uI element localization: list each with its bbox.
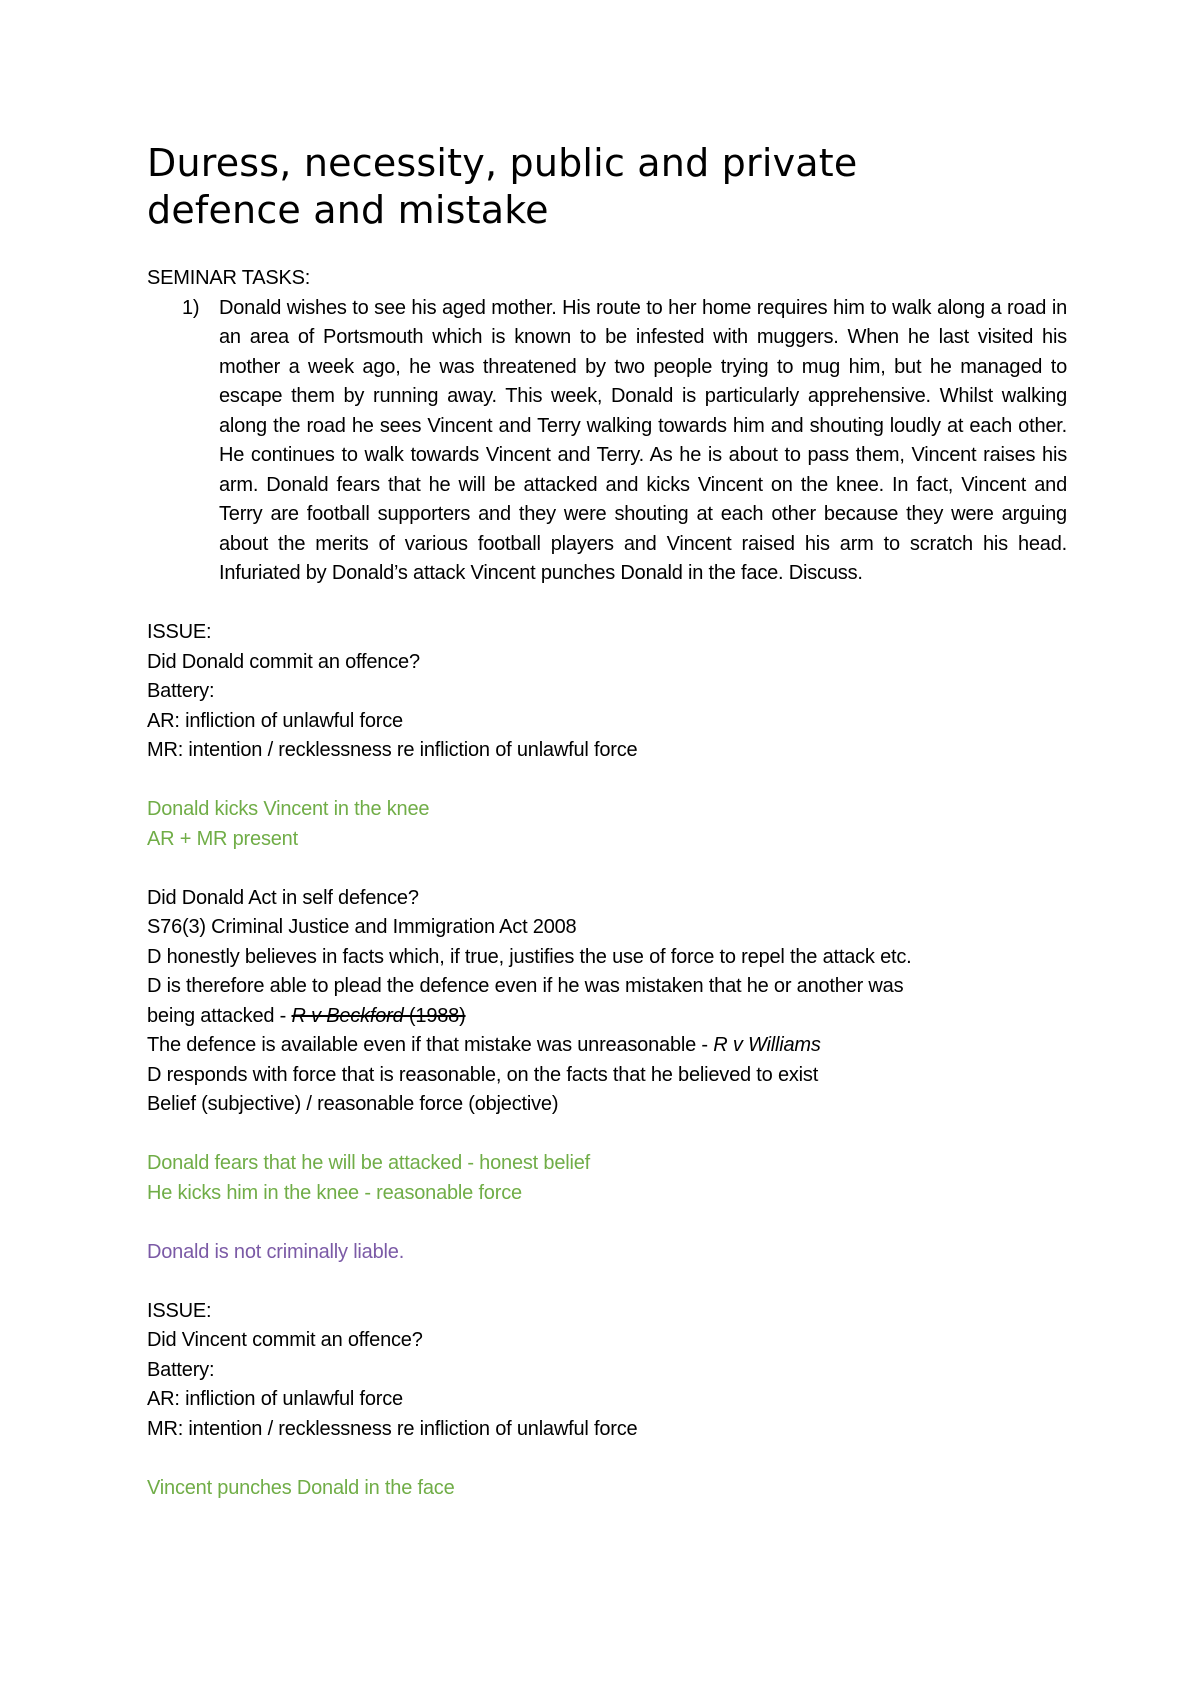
defence-analysis-2: He kicks him in the knee - reasonable force — [147, 1181, 522, 1204]
title-line-2: defence and mistake — [147, 188, 549, 232]
case-beckford-year: (1988) — [403, 1004, 466, 1027]
defence-conclusion: Donald is not criminally liable. — [147, 1240, 405, 1263]
defence-point-4-text: The defence is available even if that mistake was unreasonable - — [147, 1034, 714, 1056]
defence-question: Did Donald Act in self defence? — [147, 886, 419, 909]
spacer — [147, 854, 1067, 884]
spacer — [147, 1120, 1067, 1150]
defence-point-6: Belief (subjective) / reasonable force (objective) — [147, 1093, 559, 1115]
issue1-ar: AR: infliction of unlawful force — [147, 709, 403, 732]
defence-point-3-text: being attacked - — [147, 1004, 292, 1027]
title-line-1: Duress, necessity, public and private — [147, 141, 858, 185]
defence-point-5: D responds with force that is reasonable, on the facts that he believed to exist — [147, 1063, 819, 1086]
defence-point-4 — [147, 1031, 1067, 1061]
seminar-heading: SEMINAR TASKS: — [147, 267, 311, 289]
defence-point-3 — [147, 1002, 1067, 1032]
case-beckford: R v Beckford — [291, 1004, 404, 1027]
spacer — [147, 1444, 1067, 1474]
document-body — [147, 264, 1067, 1503]
defence-point-2: D is therefore able to plead the defence even if he was mistaken that he or another was — [147, 975, 904, 997]
defence-statute: S76(3) Criminal Justice and Immigration Act 2008 — [147, 916, 577, 938]
issue1-offence: Battery: — [147, 680, 215, 702]
document-title — [147, 140, 1067, 234]
spacer — [147, 1208, 1067, 1238]
issue2-heading: ISSUE: — [147, 1299, 212, 1322]
case-williams: R v Williams — [713, 1034, 821, 1056]
issue1-mr: MR: intention / recklessness re infliction of unlawful force — [147, 739, 638, 761]
defence-analysis-1: Donald fears that he will be attacked - honest belief — [147, 1152, 591, 1174]
issue2-offence: Battery: — [147, 1358, 215, 1381]
issue1-question: Did Donald commit an offence? — [147, 650, 420, 673]
task-item — [147, 294, 1067, 589]
spacer — [147, 589, 1067, 619]
document-page — [147, 140, 1067, 1503]
spacer — [147, 766, 1067, 796]
task-text: Donald wishes to see his aged mother. His route to her home requires him to walk along a road in an area of Portsmouth which is known to be infested with muggers. When he last visited his mother a week ago, he was threatened by two people trying to mug him, but he managed to escape them by running away. This week, Donald is particularly apprehensive. Whilst walking along the road he sees Vincent and Terry walking towards him and shouting loudly at each other. He continues to walk towards Vincent and Terry. As he is about to pass them, Vincent raises his arm. Donald fears that he will be attacked and kicks Vincent on the knee. In fact, Vincent and Terry are football supporters and they were shouting at each other because they were arguing about the merits of various football players and Vincent raised his arm to scratch his head. Infuriated by Donald’s attack Vincent punches Donald in the face. Discuss. — [219, 296, 1067, 584]
task-number: 1) — [182, 296, 200, 319]
defence-point-1: D honestly believes in facts which, if true, justifies the use of force to repel the attack etc. — [147, 945, 912, 968]
issue1-heading: ISSUE: — [147, 621, 212, 643]
issue2-analysis-1: Vincent punches Donald in the face — [147, 1476, 455, 1499]
issue1-analysis-1: Donald kicks Vincent in the knee — [147, 798, 430, 820]
issue2-ar: AR: infliction of unlawful force — [147, 1388, 403, 1410]
issue2-mr: MR: intention / recklessness re infliction of unlawful force — [147, 1417, 638, 1440]
spacer — [147, 1267, 1067, 1297]
issue1-analysis-2: AR + MR present — [147, 827, 298, 850]
issue2-question: Did Vincent commit an offence? — [147, 1329, 423, 1351]
